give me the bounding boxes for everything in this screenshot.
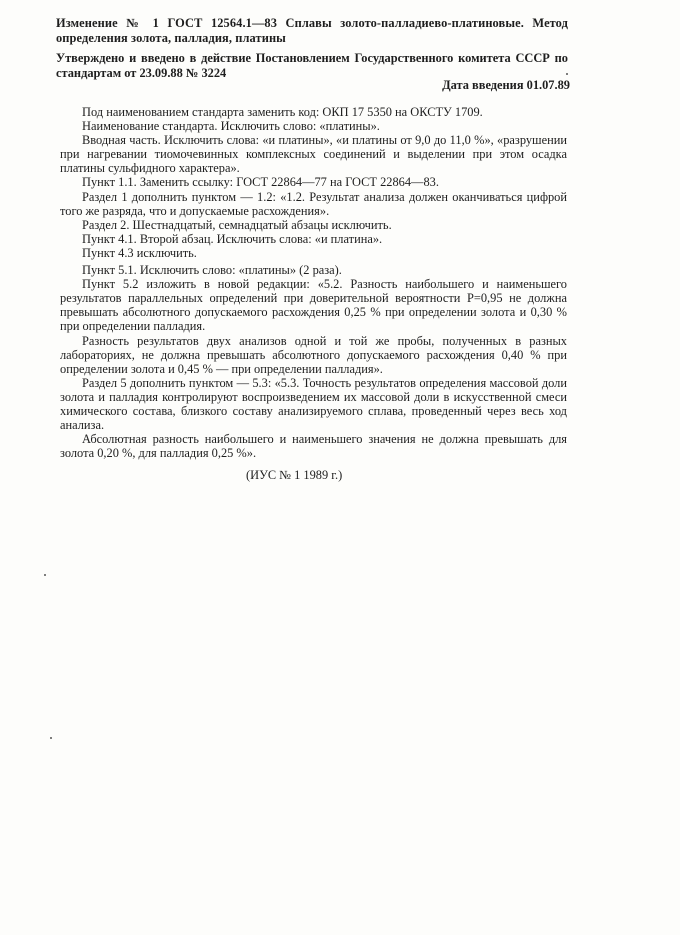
paragraph-interlab-difference: Разность результатов двух анализов одной и той же пробы, полученных в разных лабораториях, не должна превышать абсолютного допускаемого расхождения 0,40 % при определении золота и 0,45 % — при определении палладия».	[60, 333, 567, 376]
paragraph-absolute-difference: Абсолютная разность наибольшего и наименьшего значения не должна превышать для золота 0,20 %, для палладия 0,25 %».	[60, 432, 567, 461]
document-body	[60, 105, 567, 460]
paragraph-section-1: Раздел 1 дополнить пунктом — 1.2: «1.2. Результат анализа должен оканчиваться цифрой того же разряда, что и допускаемые расхождения».	[60, 189, 567, 218]
paragraph-section-2: Раздел 2. Шестнадцатый, семнадцатый абзацы исключить.	[82, 217, 392, 232]
effective-date: Дата введения 01.07.89	[442, 78, 570, 92]
approval-statement: Утверждено и введено в действие Постановлением Государственного комитета СССР по стандартам от 23.09.88 № 3224	[56, 51, 568, 80]
paragraph-intro-change: Вводная часть. Исключить слова: «и платины», «и платины от 9,0 до 11,0 %», «разрушении при нагревании тиомочевинных комплексных соединений и выделении при этом осадка платины сульфидного характера».	[60, 133, 567, 176]
paragraph-section-5-3: Раздел 5 дополнить пунктом — 5.3: «5.3. Точность результатов определения массовой доли золота и палладия контролируют воспроизведением их массовой доли в искусственной смеси химического состава, близкого составу анализируемого сплава, проведенный через весь ход анализа.	[60, 375, 567, 433]
scan-speck	[50, 737, 52, 739]
paragraph-item-4-3: Пункт 4.3 исключить.	[82, 245, 197, 260]
paragraph-item-5-1: Пункт 5.1. Исключить слово: «платины» (2 раза).	[82, 263, 342, 278]
scan-speck	[566, 73, 568, 75]
paragraph-item-5-2: Пункт 5.2 изложить в новой редакции: «5.2. Разность наибольшего и наименьшего результатов параллельных определений при доверительной вероятности P=0,95 не должна превышать абсолютного допускаемого расхождения 0,25 % при определении золота и 0,30 % при определении палладия.	[60, 277, 567, 334]
scan-speck	[44, 574, 46, 576]
paragraph-title-change: Наименование стандарта. Исключить слово: «платины».	[82, 119, 380, 134]
paragraph-item-1-1: Пункт 1.1. Заменить ссылку: ГОСТ 22864—77 на ГОСТ 22864—83.	[82, 175, 439, 190]
paragraph-code-change: Под наименованием стандарта заменить код: ОКП 17 5350 на ОКСТУ 1709.	[82, 105, 483, 119]
paragraph-item-4-1: Пункт 4.1. Второй абзац. Исключить слова: «и платина».	[82, 231, 383, 246]
source-reference: (ИУС № 1 1989 г.)	[246, 468, 343, 482]
document-title: Изменение № 1 ГОСТ 12564.1—83 Сплавы золото-палладиево-платиновые. Метод определения золота, палладия, платины	[56, 16, 568, 45]
